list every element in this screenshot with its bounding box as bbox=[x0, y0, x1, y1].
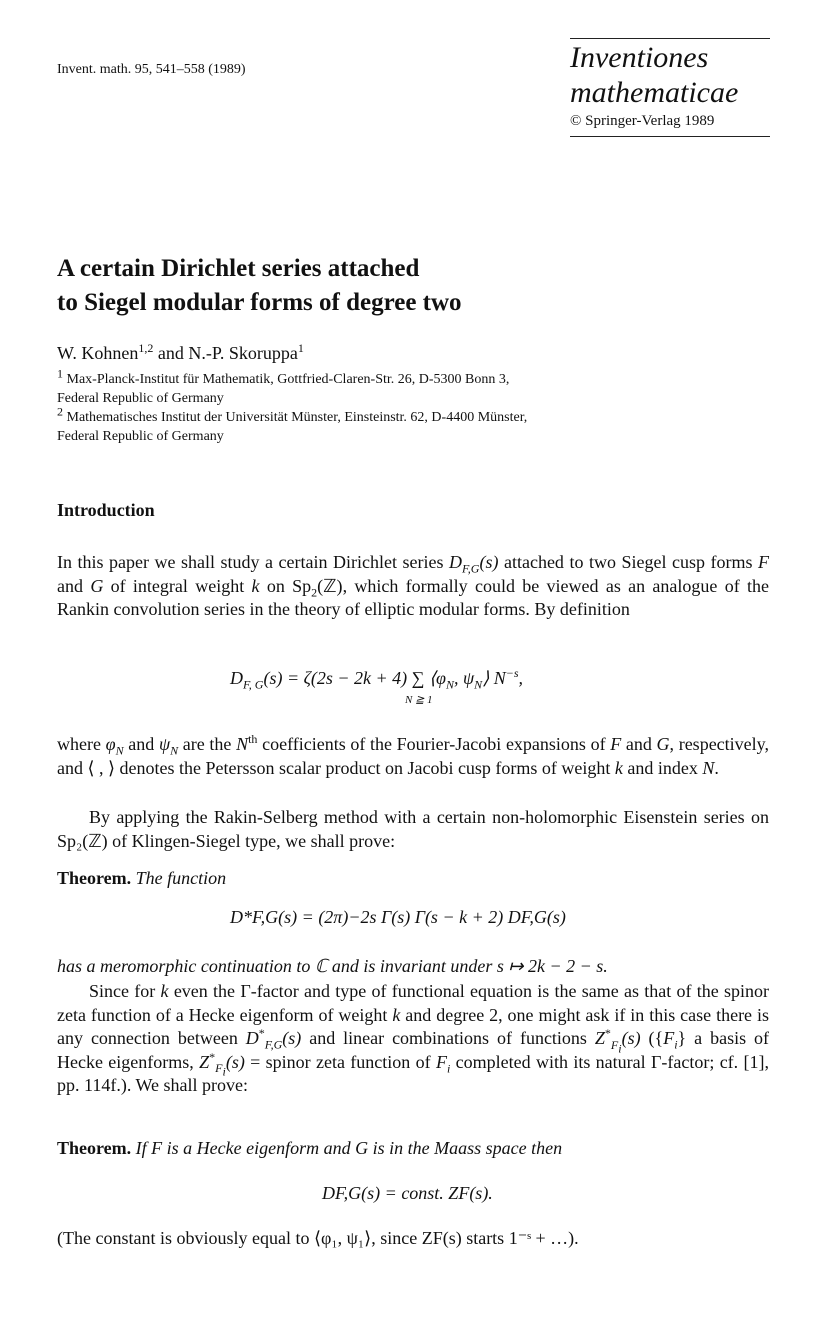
authors bbox=[57, 343, 304, 364]
citation: Invent. math. 95, 541–558 (1989) bbox=[57, 62, 246, 77]
title-line1: A certain Dirichlet series attached bbox=[57, 255, 420, 282]
author-1: W. Kohnen bbox=[57, 343, 139, 363]
p1-text-d: of integral weight bbox=[110, 575, 245, 596]
affil-2-num: 2 bbox=[57, 404, 63, 419]
p2-text-d: coefficients of the Fourier-Jacobi expansions of bbox=[262, 734, 606, 754]
theorem-1-equation: D*F,G(s) = (2π)−2s Γ(s) Γ(s − k + 2) DF,G(s) bbox=[230, 907, 566, 927]
p4-text-f: = spinor zeta function of bbox=[250, 1051, 431, 1072]
publisher: © Springer-Verlag 1989 bbox=[570, 113, 715, 129]
author-2-sup: 1 bbox=[297, 341, 304, 355]
journal-name-line2: mathematicae bbox=[570, 76, 739, 109]
sum-index: N ≧ 1 bbox=[405, 694, 433, 706]
affiliation-2 bbox=[57, 404, 777, 427]
author-2: N.-P. Skoruppa bbox=[188, 343, 298, 363]
p1-text-f: , which formally could be viewed as an analogue of the Rankin convolution series in the theory of elliptic modular forms. By definition bbox=[57, 575, 770, 619]
author-1-sup: 1,2 bbox=[138, 341, 154, 355]
p2-text-a: where bbox=[57, 734, 101, 754]
p1-text-c: and bbox=[57, 575, 83, 596]
p4-text-b: even the Γ-factor and type of functional equation is the same as that of the spinor zeta function of a Hecke eigenform of weight bbox=[57, 981, 770, 1025]
p4-text-c: and degree 2, one might ask if in this case there is any connection between bbox=[57, 1004, 769, 1048]
p2-text-g: and index bbox=[627, 757, 698, 778]
affiliations bbox=[57, 366, 777, 446]
p1-text-a: In this paper we shall study a certain Dirichlet series bbox=[57, 552, 444, 572]
paragraph-5: (The constant is obviously equal to ⟨φ₁, ψ₁⟩, since ZF(s) starts 1⁻ˢ + …). bbox=[57, 1228, 579, 1248]
theorem-1-head: Theorem. bbox=[57, 868, 132, 888]
affiliation-1 bbox=[57, 366, 777, 389]
top-rule bbox=[570, 38, 770, 39]
journal-block bbox=[562, 38, 772, 137]
theorem-1-text: The function bbox=[135, 868, 227, 888]
p1-text-b: attached to two Siegel cusp forms bbox=[503, 552, 753, 572]
affil-1-line2: Federal Republic of Germany bbox=[57, 391, 224, 406]
p4-text-a: Since for bbox=[89, 981, 156, 1001]
author-conj: and bbox=[157, 343, 184, 363]
affil-1-num: 1 bbox=[57, 366, 63, 381]
paper-title bbox=[57, 252, 462, 320]
paragraph-2: where $\varphi_N$ and $\psi_N$ are the $N^{th}$ coefficients of the Fourier-Jacobi expansions of F and G, respectively, and ⟨ , ⟩ denotes the Petersson scalar product on Jacobi cusp forms of weight k and index N. bbox=[57, 732, 769, 778]
p2-text-e: and bbox=[625, 734, 652, 754]
p2-text-c: are the bbox=[182, 734, 232, 754]
section-heading: Introduction bbox=[57, 500, 155, 520]
theorem-2-equation: DF,G(s) = const. ZF(s). bbox=[322, 1183, 493, 1203]
theorem-2-head: Theorem. bbox=[57, 1138, 132, 1158]
theorem-1 bbox=[57, 867, 769, 891]
p4-text-g: completed with its natural Γ-factor; cf. [1], pp. 114f.). We shall prove: bbox=[57, 1051, 770, 1095]
theorem-2 bbox=[57, 1137, 769, 1161]
p4-text-e: a basis of Hecke eigenforms, bbox=[57, 1028, 770, 1072]
p4-text-d: and linear combinations of functions bbox=[309, 1028, 587, 1048]
affil-2-line1: Mathematisches Institut der Universität Münster, Einsteinstr. 62, D-4400 Münster, bbox=[66, 410, 528, 425]
paragraph-1: In this paper we shall study a certain Dirichlet series $D_{F,G}(s)$ attached to two Siegel cusp forms F and G of integral weight k on $Sp_2(ℤ)$, which formally could be viewed as an analogue of the Rankin convolution series in the theory of elliptic modular forms. By definition bbox=[57, 552, 770, 619]
p2-text-f: , respectively, and ⟨ , ⟩ denotes the Petersson scalar product on Jacobi cusp forms of weight bbox=[57, 734, 769, 778]
theorem-1-conclusion: has a meromorphic continuation to ℂ and is invariant under s ↦ 2k − 2 − s. bbox=[57, 956, 608, 976]
title-line2: to Siegel modular forms of degree two bbox=[57, 289, 462, 316]
bottom-rule bbox=[570, 136, 770, 137]
p1-text-e: on bbox=[266, 575, 285, 596]
affil-2-line2: Federal Republic of Germany bbox=[57, 429, 224, 444]
p2-text-b: and bbox=[128, 734, 155, 754]
theorem-2-text: If F is a Hecke eigenform and G is in the Maass space then bbox=[135, 1138, 563, 1158]
paragraph-4: Since for k even the Γ-factor and type of functional equation is the same as that of the spinor zeta function of a Hecke eigenform of weight k and degree 2, one might ask if in this case there is any connection between $D^*_{F,G}(s)$ and linear combinations of functions $Z^*_{F_i}(s)$ ($\{F_i\}$ a basis of Hecke eigenforms, $Z^*_{F_i}(s)$ = spinor zeta function of $F_i$ completed with its natural Γ-factor; cf. [1], pp. 114f.). We shall prove: bbox=[57, 981, 770, 1095]
journal-name-line1: Inventiones bbox=[570, 41, 709, 74]
affil-1-line1: Max-Planck-Institut für Mathematik, Gottfried-Claren-Str. 26, D-5300 Bonn 3, bbox=[66, 372, 510, 387]
p2-text-h: . bbox=[714, 757, 719, 778]
paragraph-3: By applying the Rakin-Selberg method with a certain non-holomorphic Eisenstein series on Sp₂(ℤ) of Klingen-Siegel type, we shall prove: bbox=[57, 807, 769, 851]
equation-1: $D_{F, G}(s) = \zeta(2s - 2k + 4)$ ∑ $⟨\varphi_N$, $\psi_N⟩$ $N^{-s}$, bbox=[230, 666, 523, 692]
